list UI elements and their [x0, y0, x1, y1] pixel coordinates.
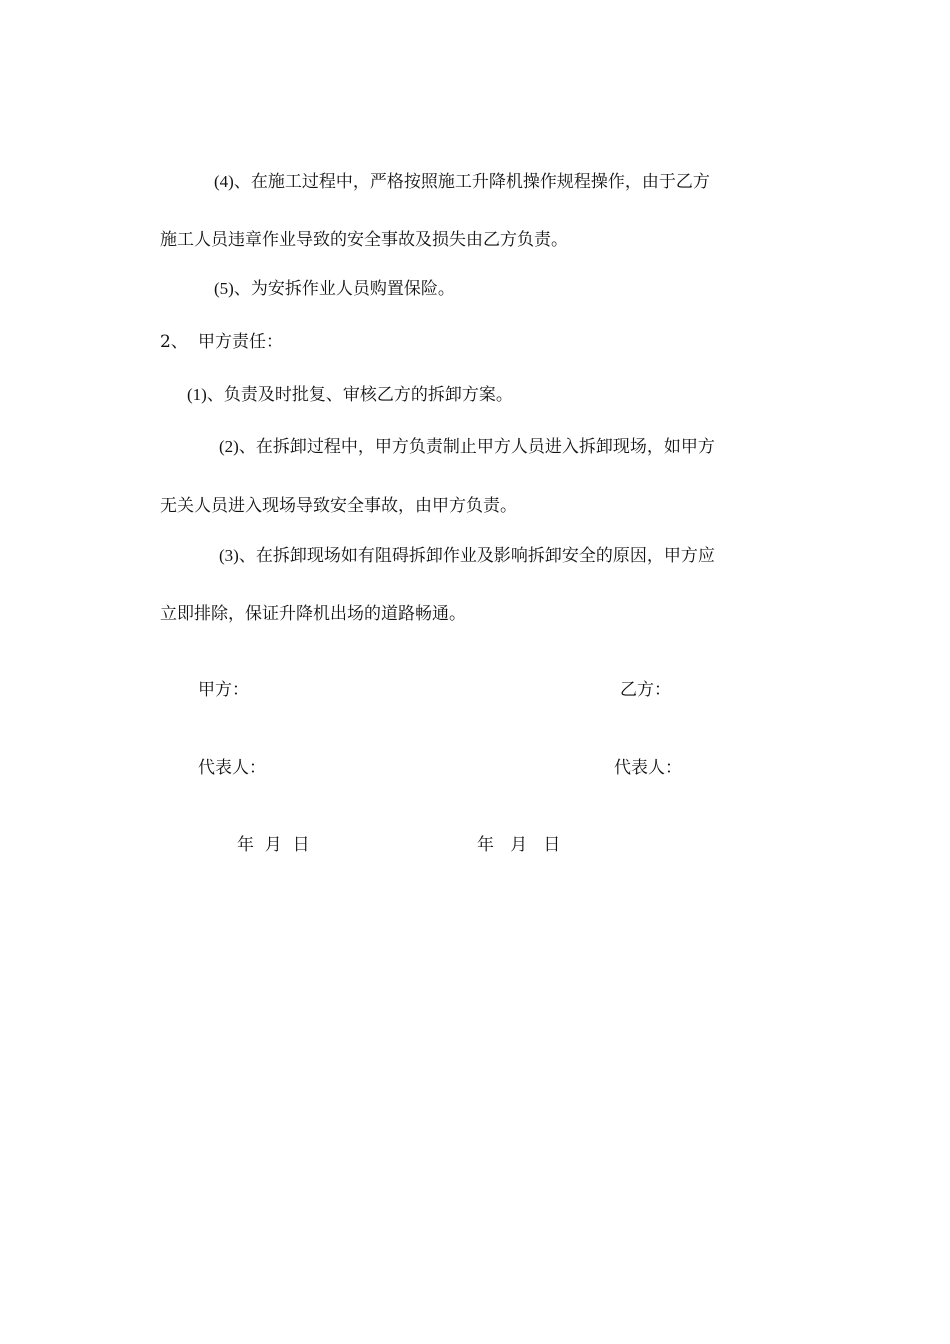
clause-a2-line-2: 无关人员进入现场导致安全事故，由甲方负责。: [160, 496, 517, 516]
clause-4-text: 、在施工过程中，严格按照施工升降机操作规程操作，由于乙方: [233, 172, 710, 192]
clause-a3-number: (3): [219, 546, 239, 565]
date-b: 年 月 日: [477, 835, 561, 855]
clause-a1-number: (1): [187, 385, 207, 404]
clause-a1-line-1: [187, 385, 513, 405]
clause-4-number: (4): [214, 172, 234, 191]
clause-a2-text: 、在拆卸过程中，甲方负责制止甲方人员进入拆卸现场，如甲方: [238, 437, 715, 457]
date-a: 年 月 日: [237, 835, 310, 855]
section-2-number: 2、: [160, 332, 188, 352]
clause-a2-number: (2): [219, 437, 239, 456]
representative-b-label: 代表人：: [614, 758, 682, 778]
section-2-title: 甲方责任：: [198, 332, 283, 352]
party-a-label: 甲方：: [198, 680, 249, 700]
clause-a3-text: 、在拆卸现场如有阻碍拆卸作业及影响拆卸安全的原因，甲方应: [238, 546, 715, 566]
clause-5-line-1: [214, 279, 455, 299]
clause-5-text: 、为安拆作业人员购置保险。: [233, 279, 455, 299]
clause-a1-text: 、负责及时批复、审核乙方的拆卸方案。: [206, 385, 513, 405]
clause-4-line-1: [214, 172, 710, 192]
representative-a-label: 代表人：: [198, 758, 266, 778]
clause-a2-line-1: [219, 437, 715, 457]
clause-4-line-2: 施工人员违章作业导致的安全事故及损失由乙方负责。: [160, 230, 568, 250]
clause-a3-line-2: 立即排除，保证升降机出场的道路畅通。: [160, 604, 466, 624]
clause-5-number: (5): [214, 279, 234, 298]
clause-a3-line-1: [219, 546, 715, 566]
party-b-label: 乙方：: [620, 680, 671, 700]
